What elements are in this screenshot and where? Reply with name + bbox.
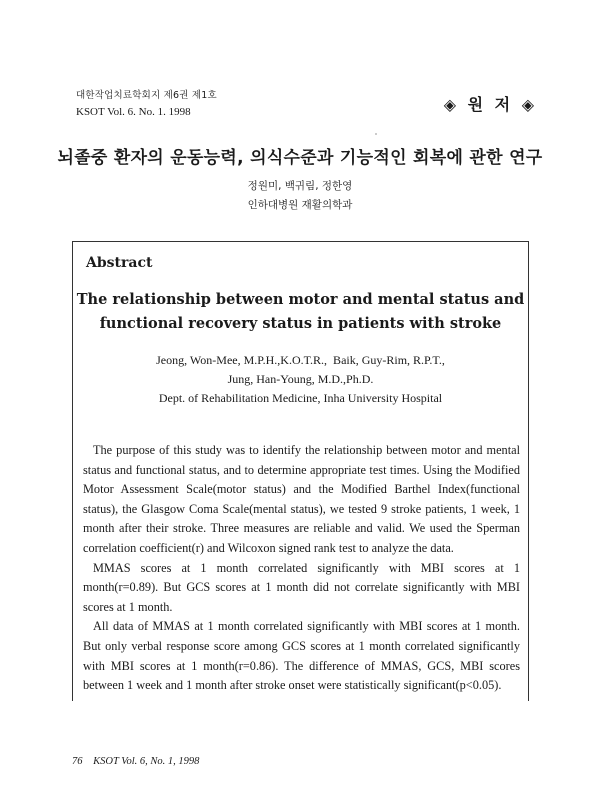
abstract-paragraph-2: MMAS scores at 1 month correlated significantly with MBI scores at 1 month(r=0.89). But GCS scores at 1 month did not correlate significantly with MBI scores at 1 month. <box>83 560 520 614</box>
journal-header <box>76 88 217 120</box>
english-authors-line-1: Jeong, Won-Mee, M.P.H.,K.O.T.R., Baik, Guy-Rim, R.P.T., <box>156 353 445 367</box>
section-label: ◈ 원 저 ◈ <box>443 95 537 114</box>
journal-english-line: KSOT Vol. 6. No. 1. 1998 <box>76 106 191 118</box>
english-author-block <box>72 351 529 408</box>
scan-speck <box>375 133 377 135</box>
abstract-heading: Abstract <box>86 255 153 271</box>
page-number: 76 <box>72 756 83 767</box>
english-title-line-2: functional recovery status in patients with stroke <box>99 315 502 332</box>
korean-authors: 정원미, 백귀림, 정한영 <box>247 180 353 192</box>
korean-title: 뇌졸중 환자의 운동능력, 의식수준과 기능적인 회복에 관한 연구 <box>57 148 543 168</box>
korean-author-block <box>0 177 600 215</box>
english-title-line-1: The relationship between motor and mental status and <box>76 291 525 308</box>
abstract-body <box>83 441 520 696</box>
abstract-paragraph-1: The purpose of this study was to identify the relationship between motor and mental status and functional status, and to determine appropriate test times. Using the Modified Motor Assessment Scale(motor status) and the Modified Barthel Index(functional status), the Glasgow Coma Scale(mental status), we tested 9 stroke patients, 1 week, 1 month after their stroke. Three measures are reliable and valid. We used the Sperman correlation coefficient(r) and Wilcoxon signed rank test to analyze the data. <box>83 443 520 555</box>
abstract-paragraph-3: All data of MMAS at 1 month correlated significantly with MBI scores at 1 month. But only verbal response score among GCS scores at 1 month correlated significantly with MBI scores at 1 month(r=0.86). The difference of MMAS, GCS, MBI scores between 1 week and 1 month after stroke onset were statistically significant(p<0.05). <box>83 619 520 693</box>
journal-korean-line: 대한작업치료학회지 제6권 제1호 <box>76 90 217 101</box>
english-affiliation: Dept. of Rehabilitation Medicine, Inha University Hospital <box>158 391 443 405</box>
footer-journal: KSOT Vol. 6, No. 1, 1998 <box>93 756 200 767</box>
english-title <box>72 288 529 336</box>
english-authors-line-2: Jung, Han-Young, M.D.,Ph.D. <box>227 372 374 386</box>
page-footer <box>72 756 199 767</box>
korean-affiliation: 인하대병원 재활의학과 <box>247 199 353 211</box>
